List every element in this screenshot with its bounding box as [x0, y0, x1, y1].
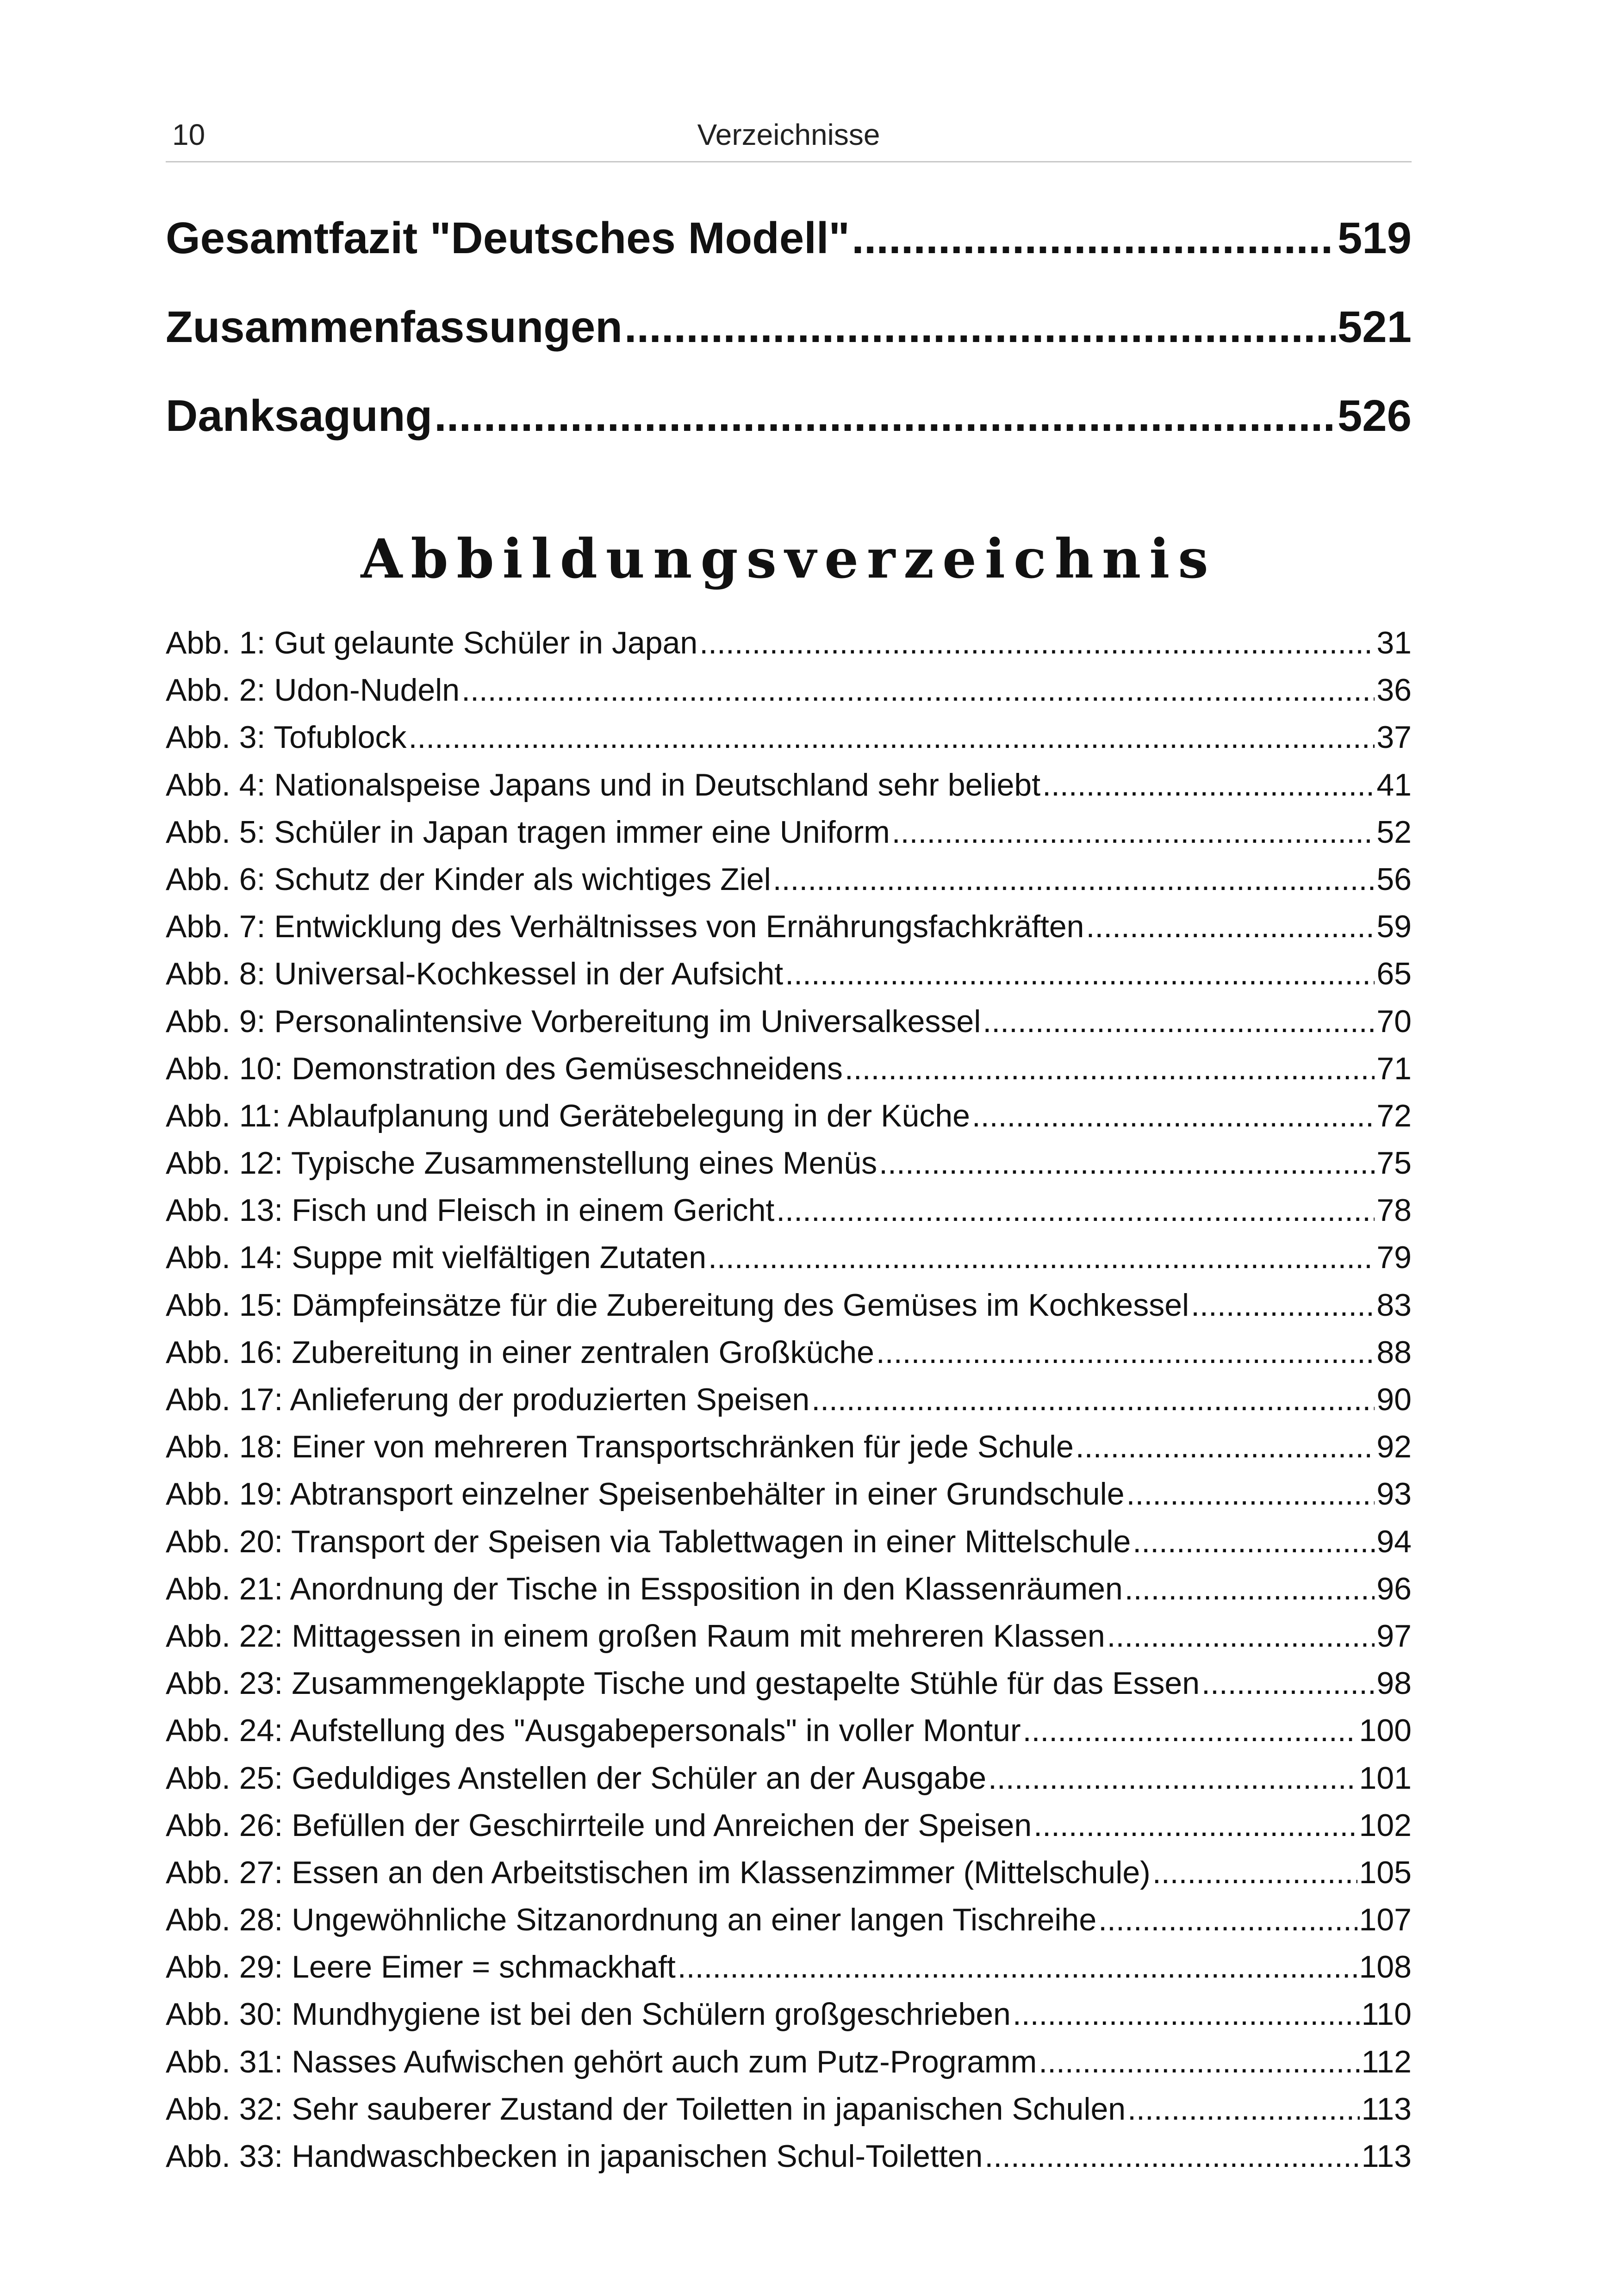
- figure-list-item: [166, 1051, 1412, 1098]
- dot-leader: [892, 814, 1375, 850]
- dot-leader: [776, 1192, 1375, 1228]
- figure-list-item: [166, 1098, 1412, 1145]
- figure-list-item: [166, 1949, 1412, 1996]
- figure-page-number: 112: [1361, 2044, 1412, 2079]
- dot-leader: [876, 1334, 1375, 1370]
- dot-leader: [1191, 1287, 1375, 1323]
- figure-caption: Abb. 26: Befüllen der Geschirrteile und Anreichen der Speisen: [166, 1807, 1032, 1843]
- toc-entry-title: Zusammenfassungen: [166, 302, 622, 352]
- figure-list-item: [166, 956, 1412, 1003]
- table-of-contents: [166, 213, 1412, 479]
- figure-page-number: 52: [1376, 814, 1412, 850]
- dot-leader: [624, 302, 1336, 353]
- dot-leader: [1133, 1524, 1375, 1560]
- figure-caption: Abb. 1: Gut gelaunte Schüler in Japan: [166, 625, 698, 660]
- figure-list-item: [166, 2044, 1412, 2091]
- figure-list-item: [166, 2138, 1412, 2185]
- dot-leader: [852, 213, 1336, 264]
- toc-entry: [166, 391, 1412, 479]
- figure-caption: Abb. 16: Zubereitung in einer zentralen Großküche: [166, 1334, 874, 1370]
- figure-page-number: 98: [1376, 1666, 1412, 1701]
- figure-page-number: 113: [1361, 2139, 1412, 2174]
- figure-list-item: [166, 1476, 1412, 1523]
- dot-leader: [1013, 1996, 1360, 2032]
- figure-page-number: 107: [1359, 1902, 1412, 1938]
- figure-caption: Abb. 4: Nationalspeise Japans und in Deutschland sehr beliebt: [166, 767, 1041, 803]
- dot-leader: [461, 672, 1375, 708]
- figure-caption: Abb. 28: Ungewöhnliche Sitzanordnung an einer langen Tischreihe: [166, 1902, 1097, 1938]
- toc-entry-page: 526: [1337, 391, 1412, 441]
- figure-caption: Abb. 14: Suppe mit vielfältigen Zutaten: [166, 1240, 707, 1276]
- figure-list-item: [166, 1239, 1412, 1287]
- dot-leader: [1152, 1854, 1357, 1891]
- figure-page-number: 31: [1376, 625, 1412, 660]
- toc-entry-title: Danksagung: [166, 391, 433, 441]
- figure-caption: Abb. 27: Essen an den Arbeitstischen im Klassenzimmer (Mittelschule): [166, 1854, 1151, 1890]
- figure-caption: Abb. 13: Fisch und Fleisch in einem Gericht: [166, 1193, 775, 1228]
- figure-caption: Abb. 23: Zusammengeklappte Tische und gestapelte Stühle für das Essen: [166, 1666, 1200, 1701]
- dot-leader: [1039, 2044, 1359, 2080]
- figure-list: [166, 625, 1412, 2185]
- figure-page-number: 110: [1361, 1997, 1412, 2032]
- figure-list-item: [166, 1381, 1412, 1429]
- figure-page-number: 36: [1376, 672, 1412, 708]
- figure-list-heading: Abbildungsverzeichnis: [361, 528, 1217, 591]
- figure-list-item: [166, 1003, 1412, 1051]
- dot-leader: [1127, 2091, 1359, 2127]
- figure-caption: Abb. 12: Typische Zusammenstellung eines Menüs: [166, 1145, 877, 1181]
- dot-leader: [773, 861, 1375, 897]
- figure-list-item: [166, 1429, 1412, 1476]
- figure-list-item: [166, 1618, 1412, 1665]
- dot-leader: [1107, 1618, 1375, 1654]
- figure-list-item: [166, 1807, 1412, 1854]
- figure-list-item: [166, 719, 1412, 766]
- dot-leader: [408, 719, 1375, 755]
- dot-leader: [1086, 908, 1375, 945]
- figure-caption: Abb. 30: Mundhygiene ist bei den Schülern großgeschrieben: [166, 1997, 1011, 2032]
- figure-page-number: 100: [1359, 1713, 1412, 1748]
- figure-page-number: 96: [1376, 1571, 1412, 1606]
- figure-list-item: [166, 814, 1412, 861]
- dot-leader: [785, 956, 1375, 992]
- toc-entry-page: 519: [1337, 213, 1412, 263]
- figure-caption: Abb. 19: Abtransport einzelner Speisenbehälter in einer Grundschule: [166, 1476, 1125, 1512]
- figure-caption: Abb. 9: Personalintensive Vorbereitung im Universalkessel: [166, 1003, 981, 1039]
- dot-leader: [1042, 767, 1375, 803]
- figure-page-number: 78: [1376, 1193, 1412, 1228]
- figure-page-number: 97: [1376, 1618, 1412, 1654]
- dot-leader: [708, 1239, 1375, 1276]
- figure-page-number: 41: [1376, 767, 1412, 803]
- figure-page-number: 75: [1376, 1145, 1412, 1181]
- figure-page-number: 59: [1376, 909, 1412, 945]
- figure-page-number: 93: [1376, 1476, 1412, 1512]
- figure-page-number: 94: [1376, 1524, 1412, 1559]
- dot-leader: [983, 1003, 1375, 1039]
- figure-page-number: 88: [1376, 1334, 1412, 1370]
- figure-caption: Abb. 24: Aufstellung des "Ausgabepersonals" in voller Montur: [166, 1713, 1021, 1748]
- figure-caption: Abb. 33: Handwaschbecken in japanischen Schul-Toiletten: [166, 2139, 983, 2174]
- figure-page-number: 92: [1376, 1429, 1412, 1465]
- figure-page-number: 102: [1359, 1807, 1412, 1843]
- figure-page-number: 105: [1359, 1854, 1412, 1890]
- figure-list-item: [166, 1902, 1412, 1949]
- figure-page-number: 83: [1376, 1287, 1412, 1323]
- figure-list-item: [166, 1760, 1412, 1807]
- dot-leader: [845, 1051, 1375, 1087]
- figure-page-number: 79: [1376, 1240, 1412, 1276]
- figure-page-number: 65: [1376, 956, 1412, 992]
- figure-caption: Abb. 2: Udon-Nudeln: [166, 672, 460, 708]
- figure-list-item: [166, 1145, 1412, 1192]
- figure-page-number: 37: [1376, 720, 1412, 755]
- figure-caption: Abb. 21: Anordnung der Tische in Essposition in den Klassenräumen: [166, 1571, 1123, 1606]
- figure-caption: Abb. 8: Universal-Kochkessel in der Aufsicht: [166, 956, 784, 992]
- dot-leader: [1098, 1902, 1357, 1938]
- figure-page-number: 101: [1359, 1760, 1412, 1796]
- figure-list-item: [166, 908, 1412, 956]
- dot-leader: [879, 1145, 1375, 1181]
- figure-caption: Abb. 25: Geduldiges Anstellen der Schüler an der Ausgabe: [166, 1760, 987, 1796]
- figure-caption: Abb. 6: Schutz der Kinder als wichtiges Ziel: [166, 861, 771, 897]
- dot-leader: [1201, 1665, 1375, 1701]
- figure-caption: Abb. 22: Mittagessen in einem großen Raum mit mehreren Klassen: [166, 1618, 1105, 1654]
- dot-leader: [1126, 1476, 1375, 1512]
- figure-page-number: 113: [1361, 2091, 1412, 2127]
- toc-entry-title: Gesamtfazit "Deutsches Modell": [166, 213, 850, 263]
- figure-page-number: 71: [1376, 1051, 1412, 1086]
- figure-list-item: [166, 625, 1412, 672]
- figure-list-item: [166, 861, 1412, 908]
- dot-leader: [988, 1760, 1357, 1796]
- figure-caption: Abb. 10: Demonstration des Gemüseschneidens: [166, 1051, 843, 1086]
- dot-leader: [972, 1098, 1375, 1134]
- figure-caption: Abb. 17: Anlieferung der produzierten Speisen: [166, 1382, 810, 1417]
- dot-leader: [699, 625, 1375, 661]
- figure-list-item: [166, 1192, 1412, 1239]
- section-title: Verzeichnisse: [697, 118, 880, 151]
- figure-list-item: [166, 1287, 1412, 1334]
- figure-caption: Abb. 7: Entwicklung des Verhältnisses von Ernährungsfachkräften: [166, 909, 1084, 945]
- figure-caption: Abb. 11: Ablaufplanung und Gerätebelegung in der Küche: [166, 1098, 970, 1133]
- figure-caption: Abb. 15: Dämpfeinsätze für die Zubereitung des Gemüses im Kochkessel: [166, 1287, 1189, 1323]
- figure-list-item: [166, 2091, 1412, 2138]
- figure-page-number: 90: [1376, 1382, 1412, 1417]
- figure-caption: Abb. 3: Tofublock: [166, 720, 407, 755]
- figure-list-item: [166, 1524, 1412, 1571]
- dot-leader: [811, 1381, 1375, 1418]
- running-header: [166, 115, 1412, 162]
- figure-caption: Abb. 5: Schüler in Japan tragen immer eine Uniform: [166, 814, 890, 850]
- figure-page-number: 56: [1376, 861, 1412, 897]
- toc-entry: [166, 213, 1412, 302]
- dot-leader: [1023, 1712, 1357, 1748]
- dot-leader: [984, 2138, 1359, 2174]
- dot-leader: [678, 1949, 1357, 1985]
- figure-page-number: 70: [1376, 1003, 1412, 1039]
- toc-entry: [166, 302, 1412, 391]
- figure-page-number: 72: [1376, 1098, 1412, 1133]
- figure-list-item: [166, 1712, 1412, 1760]
- figure-list-item: [166, 1571, 1412, 1618]
- dot-leader: [434, 391, 1336, 442]
- figure-list-item: [166, 1334, 1412, 1381]
- figure-caption: Abb. 31: Nasses Aufwischen gehört auch zum Putz-Programm: [166, 2044, 1037, 2079]
- figure-caption: Abb. 29: Leere Eimer = schmackhaft: [166, 1949, 676, 1985]
- figure-caption: Abb. 32: Sehr sauberer Zustand der Toiletten in japanischen Schulen: [166, 2091, 1126, 2127]
- page-number: 10: [172, 118, 205, 151]
- figure-caption: Abb. 18: Einer von mehreren Transportschränken für jede Schule: [166, 1429, 1074, 1465]
- figure-list-item: [166, 1665, 1412, 1712]
- dot-leader: [1125, 1571, 1375, 1607]
- figure-list-item: [166, 1996, 1412, 2043]
- dot-leader: [1076, 1429, 1375, 1465]
- figure-caption: Abb. 20: Transport der Speisen via Tablettwagen in einer Mittelschule: [166, 1524, 1131, 1559]
- figure-page-number: 108: [1359, 1949, 1412, 1985]
- figure-list-item: [166, 767, 1412, 814]
- toc-entry-page: 521: [1337, 302, 1412, 352]
- figure-list-item: [166, 1854, 1412, 1902]
- dot-leader: [1033, 1807, 1357, 1843]
- figure-list-item: [166, 672, 1412, 719]
